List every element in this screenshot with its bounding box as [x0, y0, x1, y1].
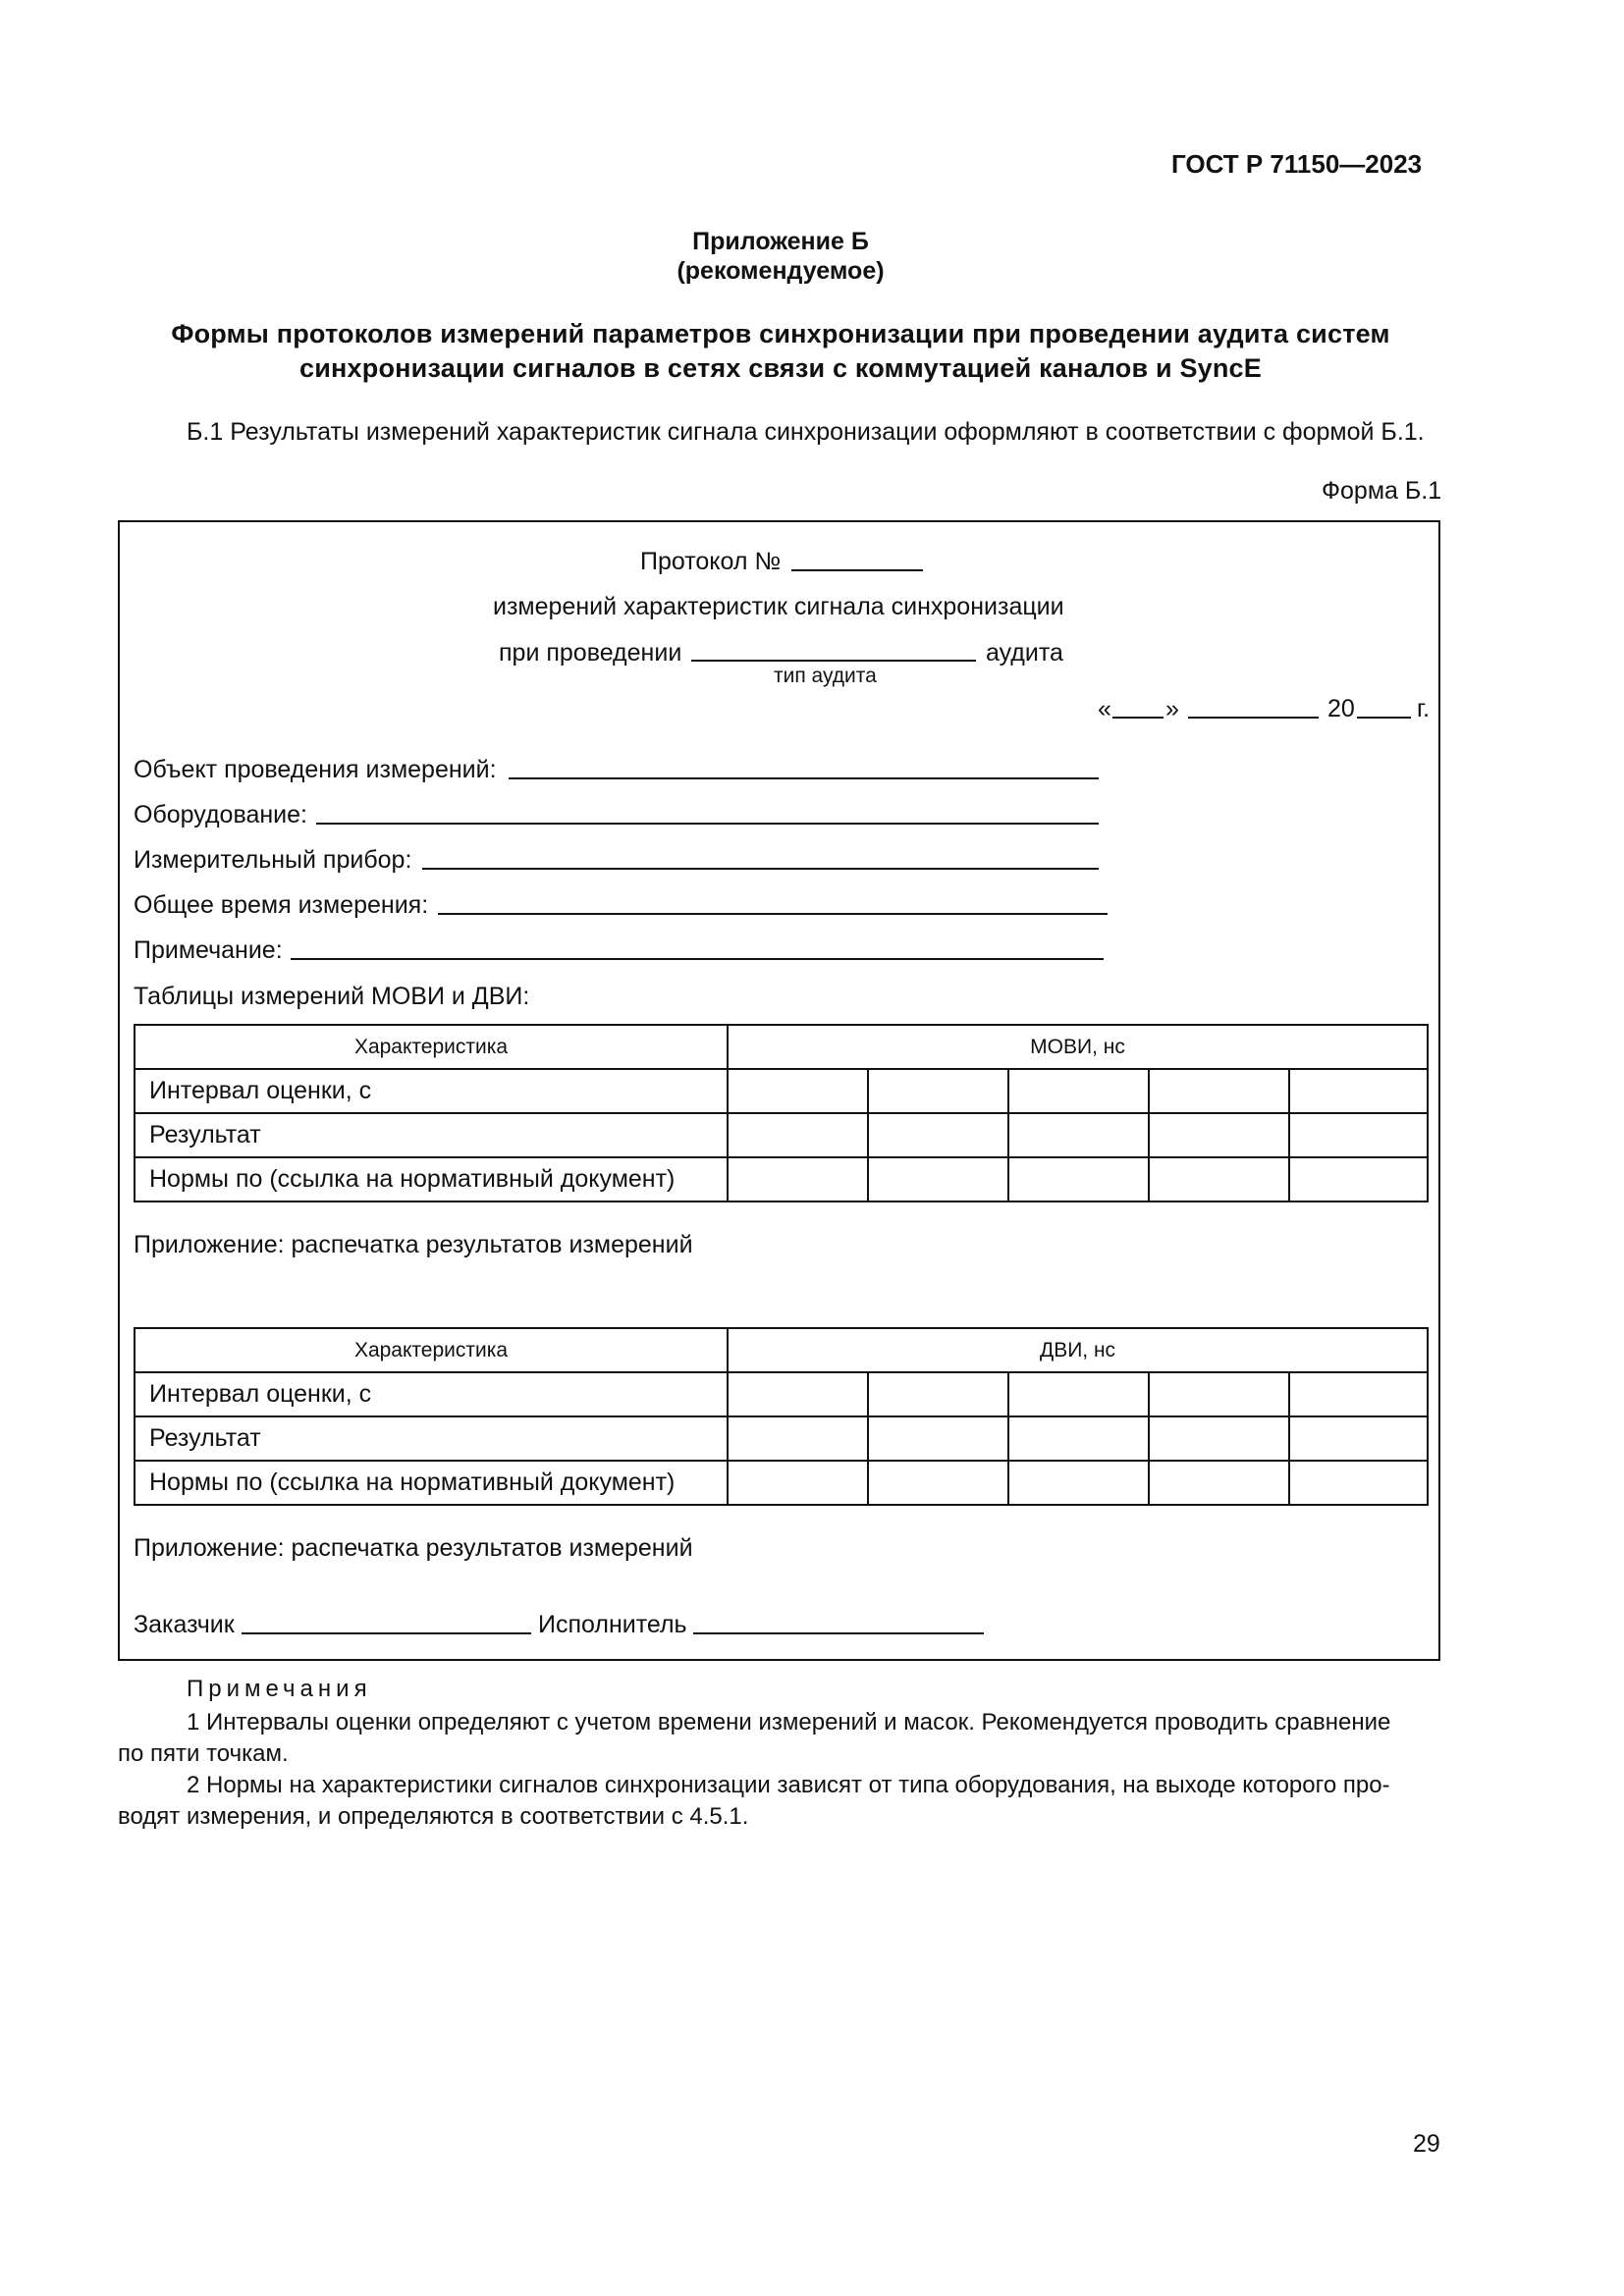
characteristic-header: Характеристика [135, 1025, 728, 1069]
date-month-blank[interactable] [1188, 717, 1319, 719]
field-label-object: Объект проведения измерений: [134, 756, 497, 783]
table-cell[interactable] [868, 1372, 1008, 1416]
movi-table [134, 1024, 1429, 1202]
table-cell[interactable] [1149, 1416, 1289, 1461]
table-row [135, 1461, 1428, 1505]
table-cell[interactable] [728, 1416, 868, 1461]
field-total-time-blank[interactable] [438, 913, 1108, 915]
table-cell[interactable] [728, 1069, 868, 1113]
table-cell[interactable] [1149, 1157, 1289, 1201]
table-cell[interactable] [728, 1372, 868, 1416]
notes-heading: Примечания [187, 1676, 372, 1702]
during-label: при проведении [499, 639, 682, 667]
table-row [135, 1416, 1428, 1461]
note-1-line-1: 1 Интервалы оценки определяют с учетом времени измерений и масок. Рекомендуется проводить сравнение [187, 1709, 1391, 1735]
table-row [135, 1113, 1428, 1157]
table-header-row [135, 1328, 1428, 1372]
date-open-quote: « [1098, 695, 1111, 722]
form-label: Форма Б.1 [1322, 477, 1442, 505]
row-label-result: Результат [135, 1416, 728, 1461]
dvi-header: ДВИ, нс [728, 1328, 1428, 1372]
table-cell[interactable] [1289, 1157, 1428, 1201]
section-heading-line2: синхронизации сигналов в сетях связи с коммутацией каналов и SyncE [299, 353, 1262, 383]
audit-type-blank[interactable] [691, 660, 976, 662]
field-instrument-blank[interactable] [422, 868, 1099, 870]
contractor-signature-blank[interactable] [693, 1632, 984, 1634]
intro-paragraph: Б.1 Результаты измерений характеристик сигнала синхронизации оформляют в соответствии с формой Б.1. [187, 418, 1425, 446]
protocol-subtitle: измерений характеристик сигнала синхронизации [493, 593, 1064, 620]
row-label-norms: Нормы по (ссылка на нормативный документ) [135, 1461, 728, 1505]
table-cell[interactable] [1008, 1461, 1149, 1505]
audit-type-caption: тип аудита [774, 665, 877, 687]
standard-number: ГОСТ Р 71150—2023 [1171, 149, 1423, 179]
field-object-blank[interactable] [509, 777, 1099, 779]
tables-label: Таблицы измерений МОВИ и ДВИ: [134, 983, 530, 1010]
field-label-total-time: Общее время измерения: [134, 891, 429, 919]
table-cell[interactable] [1149, 1372, 1289, 1416]
table-cell[interactable] [868, 1069, 1008, 1113]
table-cell[interactable] [1149, 1461, 1289, 1505]
table-cell[interactable] [868, 1461, 1008, 1505]
page-number: 29 [1413, 2130, 1440, 2158]
table-cell[interactable] [1289, 1372, 1428, 1416]
date-day-blank[interactable] [1112, 717, 1164, 719]
date-year-suffix: г. [1417, 695, 1431, 722]
date-close-quote: » [1165, 695, 1179, 722]
table-cell[interactable] [1149, 1113, 1289, 1157]
appendix-type: (рекомендуемое) [677, 257, 885, 285]
row-label-interval: Интервал оценки, с [135, 1372, 728, 1416]
field-label-instrument: Измерительный прибор: [134, 846, 412, 874]
table-cell[interactable] [868, 1157, 1008, 1201]
contractor-label: Исполнитель [538, 1611, 687, 1638]
field-label-equipment: Оборудование: [134, 801, 307, 828]
table-cell[interactable] [1289, 1069, 1428, 1113]
note-2-line-2: водят измерения, и определяются в соответствии с 4.5.1. [118, 1803, 749, 1830]
table-cell[interactable] [1289, 1416, 1428, 1461]
table-cell[interactable] [1289, 1461, 1428, 1505]
table-cell[interactable] [1149, 1069, 1289, 1113]
characteristic-header: Характеристика [135, 1328, 728, 1372]
table-cell[interactable] [728, 1157, 868, 1201]
audit-label: аудита [986, 639, 1063, 667]
customer-signature-blank[interactable] [242, 1632, 531, 1634]
row-label-norms: Нормы по (ссылка на нормативный документ) [135, 1157, 728, 1201]
attachment-note-1: Приложение: распечатка результатов измерений [134, 1231, 693, 1258]
row-label-result: Результат [135, 1113, 728, 1157]
table-row [135, 1069, 1428, 1113]
table-header-row [135, 1025, 1428, 1069]
movi-header: МОВИ, нс [728, 1025, 1428, 1069]
note-2-line-1: 2 Нормы на характеристики сигналов синхронизации зависят от типа оборудования, на выходе которого про- [187, 1772, 1390, 1798]
field-label-note: Примечание: [134, 936, 283, 964]
table-cell[interactable] [1008, 1113, 1149, 1157]
table-cell[interactable] [1008, 1372, 1149, 1416]
date-year-prefix: 20 [1327, 695, 1355, 722]
table-cell[interactable] [1008, 1416, 1149, 1461]
note-1-line-2: по пяти точкам. [118, 1740, 289, 1767]
table-cell[interactable] [1008, 1157, 1149, 1201]
table-cell[interactable] [728, 1113, 868, 1157]
table-row [135, 1157, 1428, 1201]
table-cell[interactable] [728, 1461, 868, 1505]
dvi-table [134, 1327, 1429, 1506]
table-cell[interactable] [1289, 1113, 1428, 1157]
customer-label: Заказчик [134, 1611, 235, 1638]
date-year-blank[interactable] [1357, 717, 1411, 719]
row-label-interval: Интервал оценки, с [135, 1069, 728, 1113]
field-note-blank[interactable] [291, 958, 1104, 960]
table-cell[interactable] [868, 1113, 1008, 1157]
table-cell[interactable] [868, 1416, 1008, 1461]
field-equipment-blank[interactable] [316, 823, 1099, 825]
table-row [135, 1372, 1428, 1416]
protocol-number-label: Протокол № [640, 548, 782, 575]
table-cell[interactable] [1008, 1069, 1149, 1113]
protocol-number-blank[interactable] [791, 569, 923, 571]
appendix-title: Приложение Б [692, 228, 869, 255]
section-heading-line1: Формы протоколов измерений параметров синхронизации при проведении аудита систем [171, 319, 1390, 348]
attachment-note-2: Приложение: распечатка результатов измерений [134, 1534, 693, 1562]
